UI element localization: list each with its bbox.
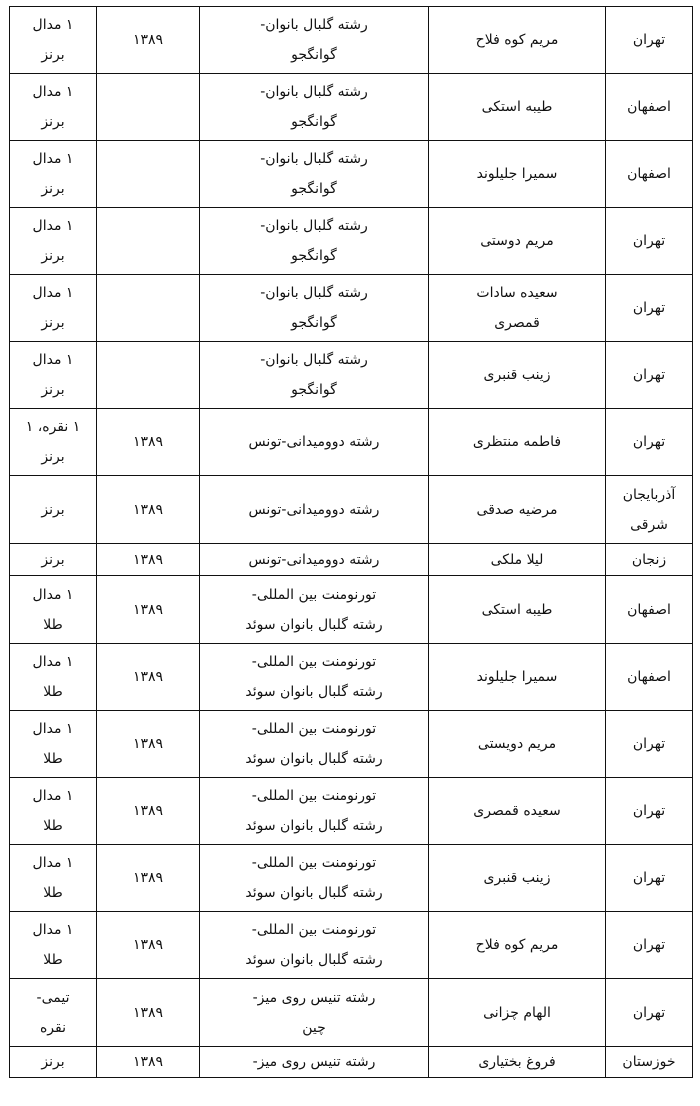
medal-cell [10, 275, 97, 342]
province-cell-text: تهران [632, 736, 666, 752]
event-cell [200, 778, 429, 845]
year-cell [97, 845, 200, 912]
event-cell [200, 208, 429, 275]
medal-cell-text: ۱ مدال برنز [32, 151, 74, 197]
athlete-name-cell-text: طیبه استکی [481, 601, 553, 618]
athlete-name-cell-text: سعیده سادات قمصری [476, 285, 558, 331]
medal-cell [10, 409, 97, 476]
medal-cell [10, 476, 97, 544]
year-cell [97, 544, 200, 576]
event-cell [200, 141, 429, 208]
athlete-name-cell-text: فاطمه منتظری [472, 434, 562, 450]
medal-cell-text: ۱ مدال برنز [32, 17, 74, 63]
year-cell-text: ۱۳۸۹ [132, 1004, 164, 1021]
athlete-name-cell [429, 342, 606, 409]
medal-cell [10, 644, 97, 711]
athlete-name-cell [429, 1047, 606, 1078]
province-cell [606, 544, 693, 576]
event-cell [200, 342, 429, 409]
athlete-name-cell [429, 7, 606, 74]
medal-cell-text: ۱ نقره، ۱ برنز [25, 419, 81, 465]
athlete-name-cell-text: طیبه استکی [481, 99, 553, 115]
year-cell-text: ۱۳۸۹ [132, 803, 164, 819]
year-cell [97, 74, 200, 141]
table-row [10, 275, 693, 342]
year-cell-text: ۱۳۸۹ [132, 870, 164, 886]
province-cell [606, 275, 693, 342]
province-cell-text: تهران [632, 367, 666, 383]
medal-cell-text: برنز [41, 551, 65, 568]
event-cell-text: رشته دوومیدانی-تونس [248, 434, 380, 450]
medal-cell-text: ۱ مدال طلا [32, 855, 74, 901]
event-cell-text: رشته تنیس روی میز- چین [252, 989, 376, 1036]
event-cell-text: رشته گلبال بانوان- گوانگجو [260, 17, 368, 63]
athlete-name-cell-text: سمیرا جلیلوند [476, 669, 558, 685]
province-cell [606, 141, 693, 208]
event-cell [200, 979, 429, 1047]
event-cell-text: رشته دوومیدانی-تونس [248, 551, 380, 568]
year-cell-text: ۱۳۸۹ [132, 1054, 164, 1070]
table-row [10, 912, 693, 979]
province-cell [606, 7, 693, 74]
medal-cell [10, 208, 97, 275]
event-cell [200, 275, 429, 342]
medal-cell-text: ۱ مدال برنز [32, 84, 74, 130]
province-cell [606, 476, 693, 544]
province-cell-text: زنجان [631, 551, 667, 568]
province-cell-text: اصفهان [627, 601, 671, 618]
table-row [10, 576, 693, 644]
medal-cell-text: ۱ مدال طلا [32, 654, 74, 700]
medal-cell [10, 1047, 97, 1078]
year-cell-text: ۱۳۸۹ [132, 501, 164, 518]
event-cell-text: تورنومنت بین المللی- رشته گلبال بانوان سوئد [245, 855, 383, 901]
results-table-body [10, 7, 693, 1078]
year-cell-text: ۱۳۸۹ [132, 434, 164, 450]
province-cell [606, 912, 693, 979]
year-cell [97, 476, 200, 544]
athlete-name-cell [429, 576, 606, 644]
province-cell [606, 342, 693, 409]
event-cell-text: رشته تنیس روی میز- [252, 1054, 376, 1070]
event-cell-text: تورنومنت بین المللی- رشته گلبال بانوان سوئد [245, 788, 383, 834]
table-row [10, 342, 693, 409]
province-cell-text: تهران [632, 1004, 666, 1021]
province-cell [606, 1047, 693, 1078]
province-cell-text: آذربایجان شرقی [622, 486, 676, 533]
medal-cell [10, 7, 97, 74]
athlete-name-cell-text: زینب قنبری [483, 367, 551, 383]
province-cell-text: تهران [632, 300, 666, 316]
year-cell [97, 778, 200, 845]
year-cell-text: ۱۳۸۹ [132, 551, 164, 568]
medal-cell [10, 711, 97, 778]
event-cell [200, 912, 429, 979]
athlete-name-cell [429, 979, 606, 1047]
results-table [9, 6, 693, 1078]
table-row [10, 208, 693, 275]
athlete-name-cell-text: سعیده قمصری [473, 803, 561, 819]
province-cell [606, 409, 693, 476]
medal-cell [10, 74, 97, 141]
athlete-name-cell [429, 711, 606, 778]
province-cell-text: خوزستان [622, 1054, 676, 1070]
province-cell [606, 208, 693, 275]
table-row [10, 74, 693, 141]
year-cell-text: ۱۳۸۹ [132, 669, 164, 685]
year-cell [97, 711, 200, 778]
event-cell-text: رشته گلبال بانوان- گوانگجو [260, 218, 368, 264]
athlete-name-cell [429, 275, 606, 342]
year-cell [97, 1047, 200, 1078]
athlete-name-cell-text: زینب قنبری [483, 870, 551, 886]
year-cell [97, 644, 200, 711]
year-cell [97, 979, 200, 1047]
event-cell-text: رشته گلبال بانوان- گوانگجو [260, 285, 368, 331]
table-row [10, 845, 693, 912]
athlete-name-cell [429, 141, 606, 208]
table-row [10, 141, 693, 208]
event-cell [200, 7, 429, 74]
athlete-name-cell [429, 912, 606, 979]
province-cell-text: اصفهان [627, 669, 671, 685]
province-cell-text: اصفهان [627, 99, 671, 115]
athlete-name-cell [429, 644, 606, 711]
table-row [10, 7, 693, 74]
province-cell [606, 711, 693, 778]
athlete-name-cell-text: مرضیه صدقی [476, 501, 558, 518]
athlete-name-cell-text: مریم کوه فلاح [475, 937, 559, 953]
province-cell [606, 778, 693, 845]
province-cell [606, 979, 693, 1047]
province-cell [606, 576, 693, 644]
athlete-name-cell-text: مریم دویستی [477, 736, 557, 752]
medal-cell-text: برنز [41, 1054, 65, 1070]
year-cell [97, 576, 200, 644]
athlete-name-cell [429, 845, 606, 912]
table-row [10, 979, 693, 1047]
table-row [10, 711, 693, 778]
province-cell-text: تهران [632, 233, 666, 249]
year-cell-text: ۱۳۸۹ [132, 32, 164, 48]
event-cell-text: تورنومنت بین المللی- رشته گلبال بانوان سوئد [245, 654, 383, 700]
province-cell [606, 74, 693, 141]
medal-cell [10, 576, 97, 644]
event-cell [200, 74, 429, 141]
event-cell [200, 576, 429, 644]
medal-cell-text: ۱ مدال برنز [32, 218, 74, 264]
table-row [10, 409, 693, 476]
province-cell-text: تهران [632, 870, 666, 886]
event-cell [200, 409, 429, 476]
year-cell [97, 342, 200, 409]
athlete-name-cell [429, 74, 606, 141]
year-cell [97, 409, 200, 476]
medal-cell-text: ۱ مدال برنز [32, 352, 74, 398]
province-cell [606, 644, 693, 711]
province-cell [606, 845, 693, 912]
table-row [10, 1047, 693, 1078]
athlete-name-cell [429, 208, 606, 275]
event-cell [200, 476, 429, 544]
event-cell [200, 544, 429, 576]
event-cell-text: رشته دوومیدانی-تونس [248, 501, 380, 518]
medal-cell-text: تیمی- نقره [36, 989, 70, 1036]
athlete-name-cell [429, 778, 606, 845]
table-row [10, 644, 693, 711]
province-cell-text: تهران [632, 32, 666, 48]
year-cell [97, 912, 200, 979]
year-cell [97, 7, 200, 74]
medal-cell-text: برنز [41, 501, 65, 518]
event-cell-text: تورنومنت بین المللی- رشته گلبال بانوان سوئد [245, 586, 383, 633]
event-cell-text: رشته گلبال بانوان- گوانگجو [260, 352, 368, 398]
event-cell [200, 845, 429, 912]
year-cell-text: ۱۳۸۹ [132, 937, 164, 953]
medal-cell-text: ۱ مدال برنز [32, 285, 74, 331]
province-cell-text: تهران [632, 937, 666, 953]
athlete-name-cell [429, 476, 606, 544]
table-row [10, 476, 693, 544]
athlete-name-cell-text: مریم دوستی [480, 233, 554, 249]
year-cell [97, 208, 200, 275]
medal-cell-text: ۱ مدال طلا [32, 788, 74, 834]
athlete-name-cell-text: لیلا ملکی [490, 551, 544, 568]
medal-cell [10, 845, 97, 912]
athlete-name-cell [429, 544, 606, 576]
table-row [10, 778, 693, 845]
medal-cell [10, 979, 97, 1047]
medal-cell [10, 544, 97, 576]
table-row [10, 544, 693, 576]
event-cell [200, 1047, 429, 1078]
province-cell-text: اصفهان [627, 166, 671, 182]
event-cell-text: رشته گلبال بانوان- گوانگجو [260, 84, 368, 130]
event-cell [200, 644, 429, 711]
year-cell [97, 275, 200, 342]
province-cell-text: تهران [632, 434, 666, 450]
year-cell-text: ۱۳۸۹ [132, 736, 164, 752]
medal-cell [10, 912, 97, 979]
event-cell-text: تورنومنت بین المللی- رشته گلبال بانوان سوئد [245, 922, 383, 968]
medal-cell [10, 342, 97, 409]
athlete-name-cell-text: فروغ بختیاری [478, 1054, 556, 1070]
event-cell [200, 711, 429, 778]
athlete-name-cell-text: الهام چزانی [483, 1004, 551, 1021]
year-cell-text: ۱۳۸۹ [132, 601, 164, 618]
province-cell-text: تهران [632, 803, 666, 819]
athlete-name-cell-text: مریم کوه فلاح [475, 32, 559, 48]
medal-cell-text: ۱ مدال طلا [32, 922, 74, 968]
athlete-name-cell-text: سمیرا جلیلوند [476, 166, 558, 182]
medal-cell [10, 778, 97, 845]
event-cell-text: رشته گلبال بانوان- گوانگجو [260, 151, 368, 197]
athlete-name-cell [429, 409, 606, 476]
year-cell [97, 141, 200, 208]
medal-cell-text: ۱ مدال طلا [32, 721, 74, 767]
medal-cell-text: ۱ مدال طلا [32, 586, 74, 633]
event-cell-text: تورنومنت بین المللی- رشته گلبال بانوان سوئد [245, 721, 383, 767]
medal-cell [10, 141, 97, 208]
